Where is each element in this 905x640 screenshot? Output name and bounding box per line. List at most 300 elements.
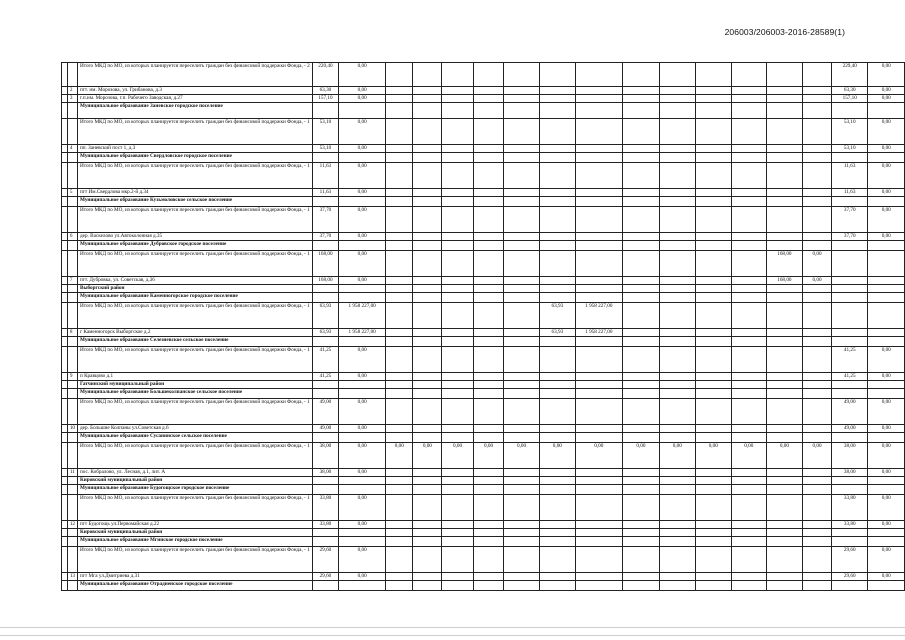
table-cell <box>386 63 413 87</box>
table-cell: 38,00 <box>312 469 339 477</box>
table-cell <box>803 469 832 477</box>
table-cell: 0,00 <box>339 399 386 425</box>
table-cell <box>473 63 504 87</box>
table-row <box>62 153 905 163</box>
table-cell <box>539 119 575 145</box>
table-cell <box>312 485 339 495</box>
table-cell <box>473 337 504 347</box>
table-cell <box>442 347 473 373</box>
table-cell <box>660 189 696 197</box>
table-cell <box>442 103 473 119</box>
table-cell <box>660 521 696 529</box>
table-cell <box>766 529 802 537</box>
table-cell <box>832 197 868 207</box>
table-cell <box>442 537 473 547</box>
table-cell <box>413 573 442 581</box>
table-cell <box>504 63 540 87</box>
table-cell <box>473 347 504 373</box>
table-cell: 38,00 <box>832 469 868 477</box>
table-cell <box>386 389 413 399</box>
row-description: дер. Большие Колпаны ул.Советская д.6 <box>78 425 313 433</box>
table-cell: 63,93 <box>539 329 575 337</box>
table-cell <box>575 547 622 573</box>
row-number: 12 <box>67 521 77 529</box>
table-cell <box>575 389 622 399</box>
table-cell <box>504 485 540 495</box>
row-number <box>67 251 77 277</box>
table-cell <box>695 477 731 485</box>
table-cell <box>766 197 802 207</box>
table-cell <box>539 145 575 153</box>
table-cell <box>731 119 766 145</box>
table-cell <box>575 529 622 537</box>
table-row <box>62 547 905 573</box>
table-cell: 0,00 <box>386 443 413 469</box>
row-description: пгт Им.Свердлова мкр.2-й д.34 <box>78 189 313 197</box>
table-cell <box>575 277 622 285</box>
table-cell: 0,00 <box>868 495 905 521</box>
table-cell <box>622 521 659 529</box>
table-cell <box>695 537 731 547</box>
table-cell <box>622 63 659 87</box>
row-description: пгт. Дубровка, ул. Советская, д.36 <box>78 277 313 285</box>
table-cell <box>504 537 540 547</box>
table-cell <box>442 197 473 207</box>
table-cell <box>766 207 802 233</box>
table-cell <box>660 145 696 153</box>
table-cell <box>660 347 696 373</box>
table-row <box>62 573 905 581</box>
table-cell <box>539 207 575 233</box>
table-cell <box>622 277 659 285</box>
table-cell: 63,30 <box>312 87 339 95</box>
table-cell <box>868 285 905 293</box>
table-cell <box>731 145 766 153</box>
table-cell <box>868 303 905 329</box>
table-cell <box>803 547 832 573</box>
row-number <box>67 433 77 443</box>
table-cell <box>622 207 659 233</box>
table-cell <box>803 389 832 399</box>
table-cell <box>803 329 832 337</box>
table-cell <box>695 241 731 251</box>
table-cell <box>660 329 696 337</box>
row-number <box>67 153 77 163</box>
table-cell <box>803 529 832 537</box>
table-cell: 11,63 <box>832 189 868 197</box>
row-number: 2 <box>67 87 77 95</box>
table-cell <box>473 433 504 443</box>
table-cell <box>660 233 696 241</box>
row-number <box>67 63 77 87</box>
table-cell <box>539 521 575 529</box>
table-cell: 0,00 <box>868 233 905 241</box>
table-cell <box>622 381 659 389</box>
table-cell <box>442 95 473 103</box>
table-cell <box>622 95 659 103</box>
row-description: Муниципальное образование Каменногорское городское поселение <box>78 293 313 303</box>
table-cell <box>386 469 413 477</box>
table-cell <box>575 197 622 207</box>
table-cell <box>695 469 731 477</box>
table-cell <box>442 381 473 389</box>
table-cell: 0,00 <box>339 251 386 277</box>
table-cell <box>504 251 540 277</box>
table-cell <box>695 529 731 537</box>
row-description: Итого МКД по МО, из которых планируется переселить граждан без финансовой поддержки Фонда, - 1 <box>78 547 313 573</box>
table-cell <box>832 241 868 251</box>
table-cell: 53,10 <box>312 119 339 145</box>
table-row <box>62 197 905 207</box>
row-description: Итого МКД по МО, из которых планируется переселить граждан без финансовой поддержки Фонда, - 1 <box>78 443 313 469</box>
table-cell <box>622 197 659 207</box>
table-cell: 1 958 227,00 <box>339 329 386 337</box>
table-cell <box>413 63 442 87</box>
table-cell: 168,00 <box>766 251 802 277</box>
table-cell <box>622 153 659 163</box>
table-row <box>62 469 905 477</box>
table-cell <box>413 119 442 145</box>
table-cell <box>539 233 575 241</box>
table-cell <box>803 485 832 495</box>
row-description: Итого МКД по МО, из которых планируется переселить граждан без финансовой поддержки Фонда, - 1 <box>78 119 313 145</box>
table-cell <box>539 347 575 373</box>
table-cell <box>803 477 832 485</box>
table-cell: 229,40 <box>832 63 868 87</box>
table-cell <box>442 303 473 329</box>
table-cell <box>413 103 442 119</box>
table-cell <box>504 399 540 425</box>
table-cell: 0,00 <box>339 495 386 521</box>
table-cell: 0,00 <box>766 443 802 469</box>
table-cell <box>575 433 622 443</box>
table-cell <box>442 163 473 189</box>
table-cell <box>504 477 540 485</box>
table-row <box>62 277 905 285</box>
table-cell <box>731 547 766 573</box>
row-description: пгт Мга ул.Дмитриева д.31 <box>78 573 313 581</box>
table-cell: 0,00 <box>803 251 832 277</box>
table-cell <box>731 277 766 285</box>
table-cell <box>386 537 413 547</box>
table-cell <box>731 389 766 399</box>
table-cell <box>386 347 413 373</box>
table-cell <box>803 573 832 581</box>
table-cell <box>413 477 442 485</box>
table-cell <box>766 399 802 425</box>
row-number <box>67 529 77 537</box>
table-cell <box>575 399 622 425</box>
table-cell <box>660 197 696 207</box>
table-row <box>62 399 905 425</box>
table-cell <box>413 163 442 189</box>
table-cell <box>413 145 442 153</box>
row-description: Кировский муниципальный район <box>78 477 313 485</box>
table-cell <box>312 293 339 303</box>
table-cell <box>442 425 473 433</box>
table-cell <box>539 399 575 425</box>
table-cell: 53,10 <box>312 145 339 153</box>
table-cell <box>473 573 504 581</box>
table-cell <box>575 95 622 103</box>
table-cell: 49,00 <box>312 399 339 425</box>
table-cell <box>660 389 696 399</box>
table-cell <box>386 95 413 103</box>
table-cell <box>766 145 802 153</box>
table-cell <box>766 119 802 145</box>
table-cell <box>832 485 868 495</box>
table-cell <box>868 329 905 337</box>
table-cell <box>312 537 339 547</box>
table-cell: 63,93 <box>539 303 575 329</box>
table-cell <box>442 63 473 87</box>
row-number <box>67 241 77 251</box>
table-cell <box>473 495 504 521</box>
table-cell <box>622 347 659 373</box>
table-cell <box>413 347 442 373</box>
table-cell <box>622 477 659 485</box>
table-cell <box>766 485 802 495</box>
table-row <box>62 163 905 189</box>
table-cell <box>832 329 868 337</box>
row-description: Итого МКД по МО, из которых планируется переселить граждан без финансовой поддержки Фонда, - 1 <box>78 207 313 233</box>
table-cell <box>622 389 659 399</box>
table-cell <box>622 119 659 145</box>
table-cell: 0,00 <box>339 547 386 573</box>
table-cell <box>442 337 473 347</box>
table-row <box>62 233 905 241</box>
table-cell <box>575 145 622 153</box>
table-cell <box>473 425 504 433</box>
table-cell <box>473 329 504 337</box>
table-cell <box>660 207 696 233</box>
table-cell <box>803 189 832 197</box>
table-cell <box>622 163 659 189</box>
table-cell <box>575 251 622 277</box>
table-cell: 168,00 <box>312 277 339 285</box>
table-cell <box>695 293 731 303</box>
table-cell <box>731 233 766 241</box>
table-cell <box>539 581 575 591</box>
scan-line <box>0 635 905 636</box>
table-cell <box>386 251 413 277</box>
table-cell <box>386 197 413 207</box>
table-cell: 49,00 <box>832 399 868 425</box>
table-row <box>62 337 905 347</box>
table-cell <box>803 95 832 103</box>
table-cell <box>622 373 659 381</box>
table-cell <box>386 277 413 285</box>
table-row <box>62 251 905 277</box>
row-number <box>67 443 77 469</box>
table-cell <box>868 485 905 495</box>
table-cell <box>539 293 575 303</box>
table-cell <box>622 547 659 573</box>
table-cell <box>539 485 575 495</box>
table-cell <box>473 381 504 389</box>
row-number: 3 <box>67 95 77 103</box>
row-description: г.п.им. Морозова, г.п. Рабочего Заводская, д.27 <box>78 95 313 103</box>
table-cell <box>622 469 659 477</box>
row-number <box>67 547 77 573</box>
table-cell <box>731 103 766 119</box>
table-cell: 0,00 <box>339 347 386 373</box>
table-cell: 0,00 <box>339 277 386 285</box>
table-cell <box>575 337 622 347</box>
row-number: 6 <box>67 233 77 241</box>
table-cell <box>473 485 504 495</box>
table-cell <box>731 337 766 347</box>
table-cell <box>868 153 905 163</box>
table-cell <box>731 495 766 521</box>
table-row <box>62 389 905 399</box>
table-cell <box>339 285 386 293</box>
table-cell <box>622 337 659 347</box>
table-cell <box>473 241 504 251</box>
table-cell <box>386 573 413 581</box>
table-cell <box>504 521 540 529</box>
table-cell: 0,00 <box>803 277 832 285</box>
table-row <box>62 207 905 233</box>
table-cell <box>575 521 622 529</box>
table-row <box>62 443 905 469</box>
table-cell <box>766 233 802 241</box>
table-cell <box>660 285 696 293</box>
table-cell: 38,00 <box>832 443 868 469</box>
table-cell <box>312 381 339 389</box>
table-cell: 63,93 <box>312 329 339 337</box>
table-cell <box>695 337 731 347</box>
table-cell <box>386 119 413 145</box>
table-cell <box>386 329 413 337</box>
table-cell <box>695 495 731 521</box>
table-cell <box>539 469 575 477</box>
table-cell: 11,63 <box>312 189 339 197</box>
row-description: пгт Будогощь ул.Первомайская д.22 <box>78 521 313 529</box>
table-cell <box>660 381 696 389</box>
table-cell <box>575 87 622 95</box>
table-cell <box>622 329 659 337</box>
table-cell <box>473 251 504 277</box>
table-cell <box>660 373 696 381</box>
row-number <box>67 477 77 485</box>
table-cell: 0,00 <box>695 443 731 469</box>
table-cell <box>504 197 540 207</box>
table-cell <box>695 573 731 581</box>
table-cell: 11,63 <box>312 163 339 189</box>
table-cell <box>868 381 905 389</box>
table-cell <box>622 581 659 591</box>
table-cell <box>803 337 832 347</box>
row-number <box>67 103 77 119</box>
table-cell <box>539 87 575 95</box>
table-cell: 0,00 <box>660 443 696 469</box>
table-row <box>62 87 905 95</box>
row-number <box>67 581 77 591</box>
table-cell <box>803 207 832 233</box>
row-description: г Каменногорск Выборгское д.2 <box>78 329 313 337</box>
table-cell <box>473 233 504 241</box>
row-description: Итого МКД по МО, из которых планируется переселить граждан без финансовой поддержки Фонда, - 1 <box>78 251 313 277</box>
table-cell <box>695 485 731 495</box>
table-cell <box>473 145 504 153</box>
table-cell <box>473 95 504 103</box>
table-cell: 37,70 <box>312 233 339 241</box>
table-row <box>62 329 905 337</box>
table-cell <box>386 87 413 95</box>
table-cell: 0,00 <box>868 87 905 95</box>
table-cell: 33,80 <box>832 521 868 529</box>
table-cell <box>504 207 540 233</box>
table-cell: 33,80 <box>832 495 868 521</box>
table-cell <box>766 189 802 197</box>
table-cell: 49,00 <box>312 425 339 433</box>
table-cell <box>413 207 442 233</box>
table-cell <box>731 399 766 425</box>
table-cell <box>386 581 413 591</box>
table-cell: 53,10 <box>832 145 868 153</box>
table-cell <box>539 197 575 207</box>
table-cell: 0,00 <box>868 547 905 573</box>
table-cell <box>832 433 868 443</box>
table-cell <box>803 303 832 329</box>
table-cell <box>731 573 766 581</box>
table-cell: 0,00 <box>868 469 905 477</box>
row-description: пос. Кобралово, ул. Лесная, д.1, лит. А <box>78 469 313 477</box>
table-cell <box>539 425 575 433</box>
table-cell <box>473 537 504 547</box>
table-cell <box>766 521 802 529</box>
table-cell: 0,00 <box>339 63 386 87</box>
table-cell <box>575 207 622 233</box>
table-cell <box>504 95 540 103</box>
table-cell <box>766 95 802 103</box>
table-row <box>62 241 905 251</box>
table-cell <box>868 433 905 443</box>
table-cell <box>539 277 575 285</box>
table-cell <box>832 251 868 277</box>
table-cell <box>622 529 659 537</box>
table-cell <box>339 537 386 547</box>
table-cell <box>442 233 473 241</box>
table-cell <box>339 477 386 485</box>
table-cell: 29,60 <box>832 573 868 581</box>
table-cell <box>660 425 696 433</box>
table-cell <box>473 119 504 145</box>
table-row <box>62 303 905 329</box>
table-cell <box>731 581 766 591</box>
table-cell <box>695 197 731 207</box>
table-cell <box>695 381 731 389</box>
table-cell <box>413 293 442 303</box>
table-cell <box>622 495 659 521</box>
table-cell: 0,00 <box>622 443 659 469</box>
table-cell <box>660 469 696 477</box>
table-cell <box>622 537 659 547</box>
table-cell <box>660 303 696 329</box>
table-cell <box>695 399 731 425</box>
table-cell <box>803 293 832 303</box>
table-cell <box>803 103 832 119</box>
table-cell <box>868 477 905 485</box>
table-cell: 0,00 <box>339 95 386 103</box>
table-cell <box>413 521 442 529</box>
table-cell: 0,00 <box>539 443 575 469</box>
table-cell <box>473 389 504 399</box>
table-cell <box>413 241 442 251</box>
table-cell <box>539 477 575 485</box>
table-body <box>62 63 905 591</box>
